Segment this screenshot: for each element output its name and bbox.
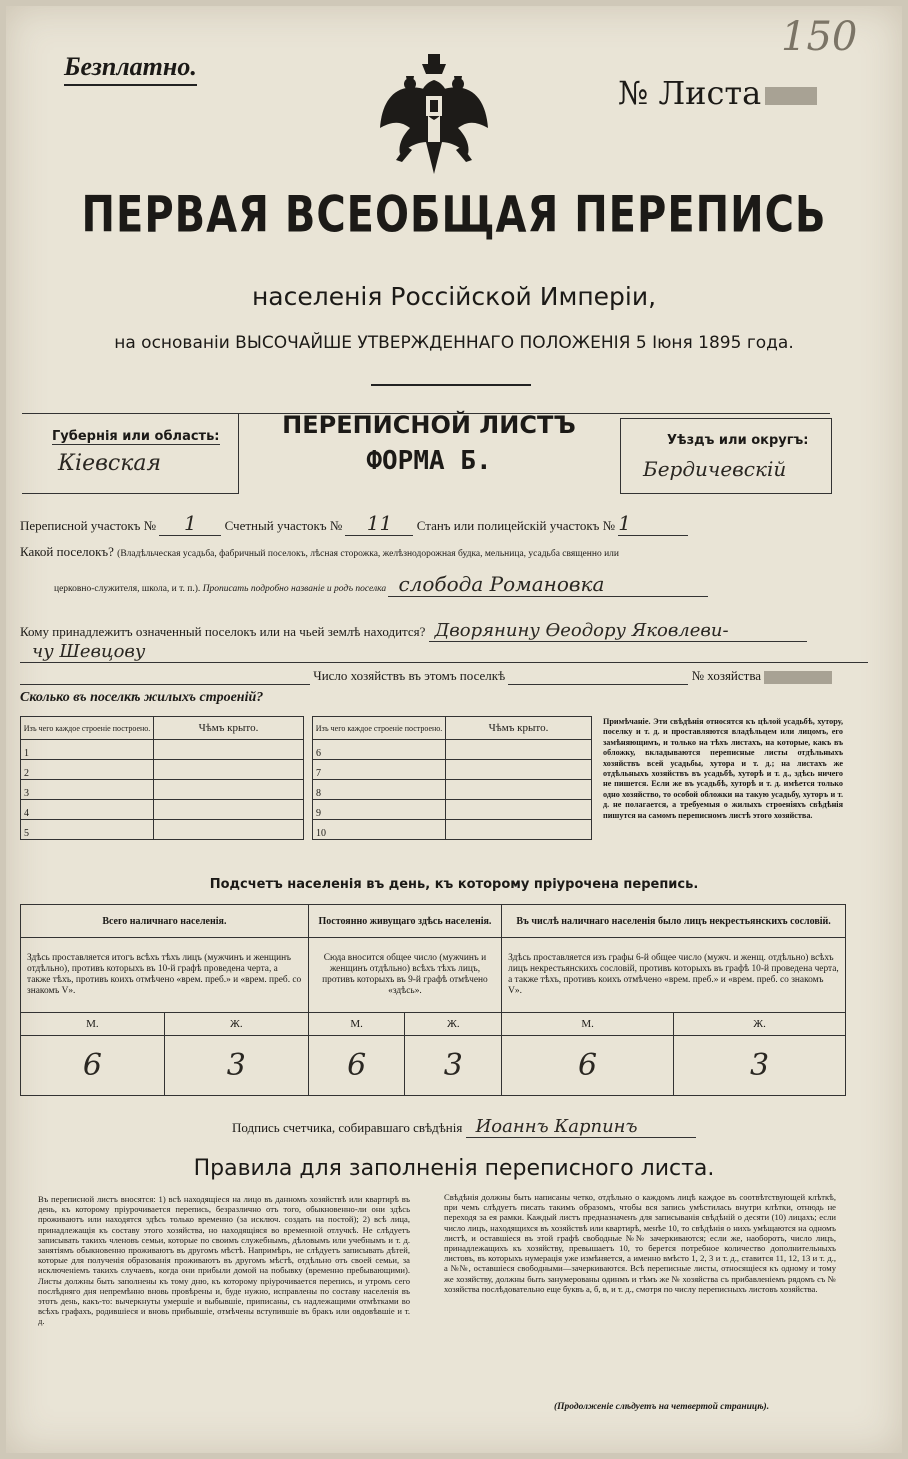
census-sheet — [6, 6, 902, 1453]
building-row[interactable]: 4 — [21, 800, 154, 820]
uezd-box: Уѣздъ или округъ: Бердичевскій — [620, 418, 832, 494]
podschet-title: Подсчетъ населенія въ день, къ которому пріурочена перепись. — [209, 877, 699, 892]
gubernia-value[interactable]: Кіевская — [58, 451, 162, 476]
form-subtitle: ФОРМА Б. — [366, 446, 492, 476]
form-title: ПЕРЕПИСНОЙ ЛИСТЪ — [282, 411, 576, 439]
poselok-value[interactable]: слобода Романовка — [388, 572, 708, 597]
buildings-table-right: Изъ чего каждое строеніе построено. Чѣмъ крыто. 6 7 8 9 10 — [312, 716, 592, 840]
nonpeasant-female-value[interactable]: 3 — [674, 1036, 846, 1096]
building-row[interactable]: 6 — [313, 740, 446, 760]
field-row-households: Число хозяйствъ въ этомъ поселкѣ № хозяйства — [20, 668, 832, 685]
building-row[interactable]: 7 — [313, 760, 446, 780]
page-subtitle: населенія Россійской Имперіи, — [251, 282, 657, 311]
building-row[interactable]: 9 — [313, 800, 446, 820]
rules-right-column: Свѣдѣнія должны быть написаны четко, отдѣльно о каждомъ лицѣ каждое въ соотвѣтствующей клѣткѣ, при чемъ слѣдуетъ писать такимъ образомъ, чтобы вся запись умѣстилась внутри клѣтки, отнюдь не переходя за ея рамки. Каждый листъ предназначенъ для записыванія свѣдѣній о десяти (10) лицахъ; если число лицъ, находящихся въ хозяйствѣ или квартирѣ, менѣе 10, то свѣдѣнія о нихъ умѣщаются на одномъ листѣ, и оставшіеся въ этой графѣ свободные №№ зачеркиваются; если же, наоборотъ, число лицъ, принадлежащихъ къ хозяйству, превышаетъ 10, то берется потребное количество дополнительныхъ листовъ, въ которыхъ нумерація уже измѣняется, а именно вмѣсто 1, 2, 3 и т. д., ставится 11, 12, 13 и т. д., а №№, оставшіеся свободными—зачеркиваются. Всѣ переписные листы, относящіеся къ одному и тому же хозяйству, должны быть занумерованы одинмъ и тѣмъ же № хозяйства съ прибавленіемъ рядомъ съ № хозяйства послѣдовательно еще буквъ а, б, в, и т. д., смотря по числу переписныхъ листовъ хозяйства. — [444, 1192, 836, 1294]
field-row-poselok-2: церковно-служителя, школа, и т. п.). Прописать подробно названіе и родъ поселка слобода Романовка — [54, 572, 708, 597]
signature-row: Подпись счетчика, собиравшаго свѣдѣнія Иоаннъ Карпинъ — [232, 1116, 696, 1138]
building-row[interactable]: 3 — [21, 780, 154, 800]
resident-female-value[interactable]: 3 — [405, 1036, 502, 1096]
building-row[interactable]: 2 — [21, 760, 154, 780]
building-row[interactable]: 5 — [21, 820, 154, 840]
building-row[interactable]: 1 — [21, 740, 154, 760]
redacted-box — [764, 671, 832, 684]
total-female-value[interactable]: 3 — [164, 1036, 308, 1096]
perepisnoi-value[interactable]: 1 — [159, 511, 221, 536]
owner-value-1[interactable]: Дворянину Ѳеодору Яковлеви- — [429, 620, 807, 642]
sheet-number-label: № Листа — [618, 74, 817, 112]
redacted-box — [765, 87, 817, 105]
uezd-value[interactable]: Бердичевскій — [643, 457, 787, 481]
nonpeasant-male-value[interactable]: 6 — [502, 1036, 674, 1096]
divider — [371, 384, 531, 386]
rules-left-column: Въ переписной листъ вносятся: 1) всѣ находящіеся на лицо въ данномъ хозяйствѣ или квартирѣ въ день, къ которому пріурочивается перепись, безразлично отъ того, обыкновенно-ли они здѣсь проживаютъ или находятся здѣсь только временно (за исключ. создать на постой); 2) всѣ лица, принадлежащія къ составу этого хозяйства, но находящіяся во временной отлучкѣ. Не слѣдуетъ записывать такихъ членовъ семьи, которые по своимъ служебнымъ, дѣловымъ или учебнымъ и т. д. занятіямъ обыкновенно проживаютъ въ другомъ мѣстѣ. Напримѣръ, не слѣдуетъ записывать дѣтей, которые для полученія образованія проживаютъ въ другомъ мѣстѣ, отдѣльно отъ своей семьи, за исключеніемъ такихъ случаевъ, когда они прибыли домой на побывку (временно пребывающими). Листы должны быть заполнены къ тому дню, къ которому пріурочивается перепись, и утромъ сего послѣдняго дня непремѣнно вновь провѣрены и, буде нужно, исправлены по составу населенія въ этотъ день, какъ-то: вычеркнуты умершіе и выбывшіе, приписаны, съ надлежащими отмѣтками во всѣхъ графахъ, родившіеся и вновь прибывшіе, отмѣчены вступившіе въ бракъ или овдовѣвшіе и т. д. — [38, 1194, 410, 1327]
field-row-owner: Кому принадлежитъ означенный поселокъ или на чьей землѣ находится? Дворянину Ѳеодору Яковлеви- — [20, 620, 807, 642]
buildings-label: Сколько въ поселкѣ жилыхъ строеній? — [20, 690, 264, 705]
field-row-poselok: Какой поселокъ? (Владѣльческая усадьба, фабричный поселокъ, лѣсная сторожка, желѣзнодорожная будка, мельница, усадьба священно или — [20, 544, 619, 559]
free-label: Безплатно. — [64, 52, 197, 86]
legal-basis: на основаніи ВЫСОЧАЙШЕ УТВЕРЖДЕННАГО ПОЛОЖЕНІЯ 5 Іюня 1895 года. — [114, 333, 794, 353]
rules-title: Правила для заполненія переписного листа. — [193, 1156, 715, 1181]
building-row[interactable]: 8 — [313, 780, 446, 800]
signature-value[interactable]: Иоаннъ Карпинъ — [466, 1116, 696, 1138]
owner-value-2[interactable]: чу Шевцову — [20, 641, 868, 663]
buildings-table-left: Изъ чего каждое строеніе построено. Чѣмъ крыто. 1 2 3 4 5 — [20, 716, 304, 840]
note-block: Примѣчаніе. Эти свѣдѣнія относятся къ цѣлой усадьбѣ, хутору, поселку и т. д. и проставляются владѣльцем или лицомъ, его замѣняющимъ, и только на тѣхъ листахъ, на которые, какъ въ обложку, вкладываются переписные листы отдѣльныхъ хозяйствъ всей усадьбы, хутора и т. д.; на листахъ же отдѣльныхъ хозяйствъ въ усадьбѣ, хуторѣ и т. д., здѣсь ничего не пишется. Если же въ усадьбѣ, хуторѣ и т. д. имѣется только одно хозяйство, то особой обложки на такую усадьбу, хуторъ и т. д. не полагается, а требуемыя о жилыхъ строеніяхъ свѣдѣнія пишутся на самомъ переписномъ листѣ этого хозяйства. — [603, 717, 843, 820]
total-male-value[interactable]: 6 — [21, 1036, 165, 1096]
field-row-owner-2 — [20, 641, 868, 663]
gubernia-box: Губернія или область: Кіевская — [22, 413, 239, 494]
schetny-value[interactable]: 11 — [345, 511, 413, 536]
households-value[interactable] — [508, 668, 688, 685]
double-headed-eagle-icon — [376, 50, 492, 178]
continued-note: (Продолженіе слѣдуетъ на четвертой страницѣ). — [554, 1402, 770, 1412]
page-title: ПЕРВАЯ ВСЕОБЩАЯ ПЕРЕПИСЬ — [81, 186, 827, 244]
building-row[interactable]: 10 — [313, 820, 446, 840]
pencil-page-number: 150 — [781, 14, 858, 60]
field-row-uchastok: Переписной участокъ № 1 Счетный участокъ № 11 Станъ или полицейскій участокъ № 1 — [20, 511, 688, 536]
population-count-table: Всего наличнаго населенія. Постоянно живущаго здѣсь населенія. Въ числѣ наличнаго населенія было лицъ некрестьянскихъ сословій. Здѣсь проставляется итогъ всѣхъ тѣхъ лицъ (мужчинъ и женщинъ отдѣльно), противъ которыхъ въ 10-й графѣ проведена черта, а также тѣхъ, противъ коихъ отмѣчено «врем. преб.» и «врем. преб. со знакомъ V». Сюда вносится общее число (мужчинъ и женщинъ отдѣльно) всѣхъ тѣхъ лицъ, противъ которыхъ въ 9-й графѣ отмѣчено «здѣсь». Здѣсь проставляется изъ графы 6-й общее число (мужч. и женщ. отдѣльно) всѣхъ лицъ некрестьянскихъ сословій, противъ которыхъ въ графѣ 10-й проведена черта, а также тѣхъ, противъ коихъ отмѣчено «врем. преб.» и «врем. преб. со знакомъ V». М. Ж. М. Ж. М. Ж. 6 3 6 3 6 3 — [20, 904, 846, 1096]
stan-value[interactable]: 1 — [618, 511, 688, 536]
resident-male-value[interactable]: 6 — [308, 1036, 405, 1096]
